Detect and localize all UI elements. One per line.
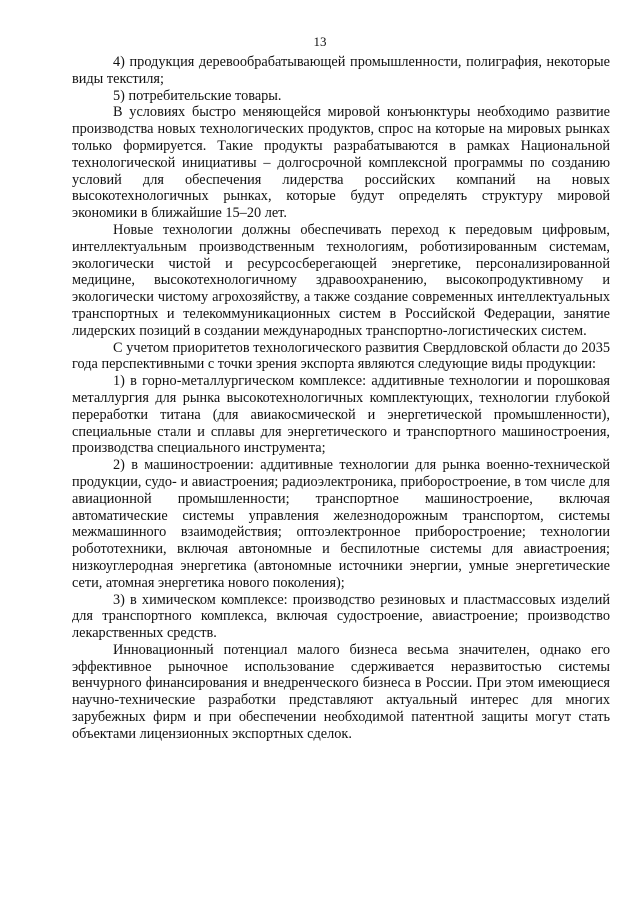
paragraph-small-business: Инновационный потенциал малого бизнеса весьма значителен, однако его эффективное рыночное использование сдерживается неразвитостью системы венчурного финансирования и внедренческого бизнеса в России. При этом имеющиеся научно-технические разработки представляют актуальный интерес для многих зарубежных фирм и при обеспечении необходимой патентной защиты могут стать объектами лицензионных экспортных сделок. [72,641,610,742]
list-item-3-chemical: 3) в химическом комплексе: производство резиновых и пластмассовых изделий для транспортного комплекса, включая судостроение, авиастроение; производство лекарственных средств. [72,591,610,642]
paragraph-new-technologies: Новые технологии должны обеспечивать переход к передовым цифровым, интеллектуальным производственным технологиям, роботизированным системам, экологически чистой и ресурсосберегающей энергетике, персонализированной медицине, высокотехнологичному здравоохранению, высокопродуктивному и экологически чистому агрохозяйству, а также создание современных интеллектуальных транспортных и телекоммуникационных систем в Российской Федерации, занятие лидерских позиций в создании международных транспортно-логистических систем. [72,221,610,339]
paragraph-market-conditions: В условиях быстро меняющейся мировой конъюнктуры необходимо развитие производства новых технологических продуктов, спрос на которые на мировых рынках только формируется. Такие продукты разрабатываются в рамках Национальной технологической инициативы – долгосрочной комплексной программы по созданию условий для обеспечения лидерства российских компаний на новых высокотехнологичных рынках, которые будут определять структуру мировой экономики в ближайшие 15–20 лет. [72,104,610,222]
paragraph-export-priorities: С учетом приоритетов технологического развития Свердловской области до 2035 года перспективными с точки зрения экспорта являются следующие виды продукции: [72,339,610,373]
list-item-4-wood-products: 4) продукция деревообрабатывающей промышленности, полиграфия, некоторые виды текстиля; [72,54,610,87]
page-number: 13 [313,34,327,49]
list-item-1-metallurgy: 1) в горно-металлургическом комплексе: аддитивные технологии и порошковая металлургия для рынка высокотехнологичных комплектующих, технологии глубокой переработки титана (для авиакосмической и энергетической промышленности), специальные стали и сплавы для энергетического и транспортного машиностроения, производства специального инструмента; [72,373,610,457]
list-item-2-machine-building: 2) в машиностроении: аддитивные технологии для рынка военно-технической продукции, судо- и авиастроения; радиоэлектроника, приборостроение, в том числе для авиационной промышленности; транспортное машиностроение, включая автоматические системы управления железнодорожным транспортом, системы межмашинного взаимодействия; оптоэлектронное приборостроение; технологии робототехники, включая автономные и беспилотные системы для авиастроения; низкоуглеродная энергетика (автономные источники энергии, умные энергетические сети, атомная энергетика нового поколения); [72,457,610,591]
list-item-5-consumer-goods: 5) потребительские товары. [113,87,282,104]
